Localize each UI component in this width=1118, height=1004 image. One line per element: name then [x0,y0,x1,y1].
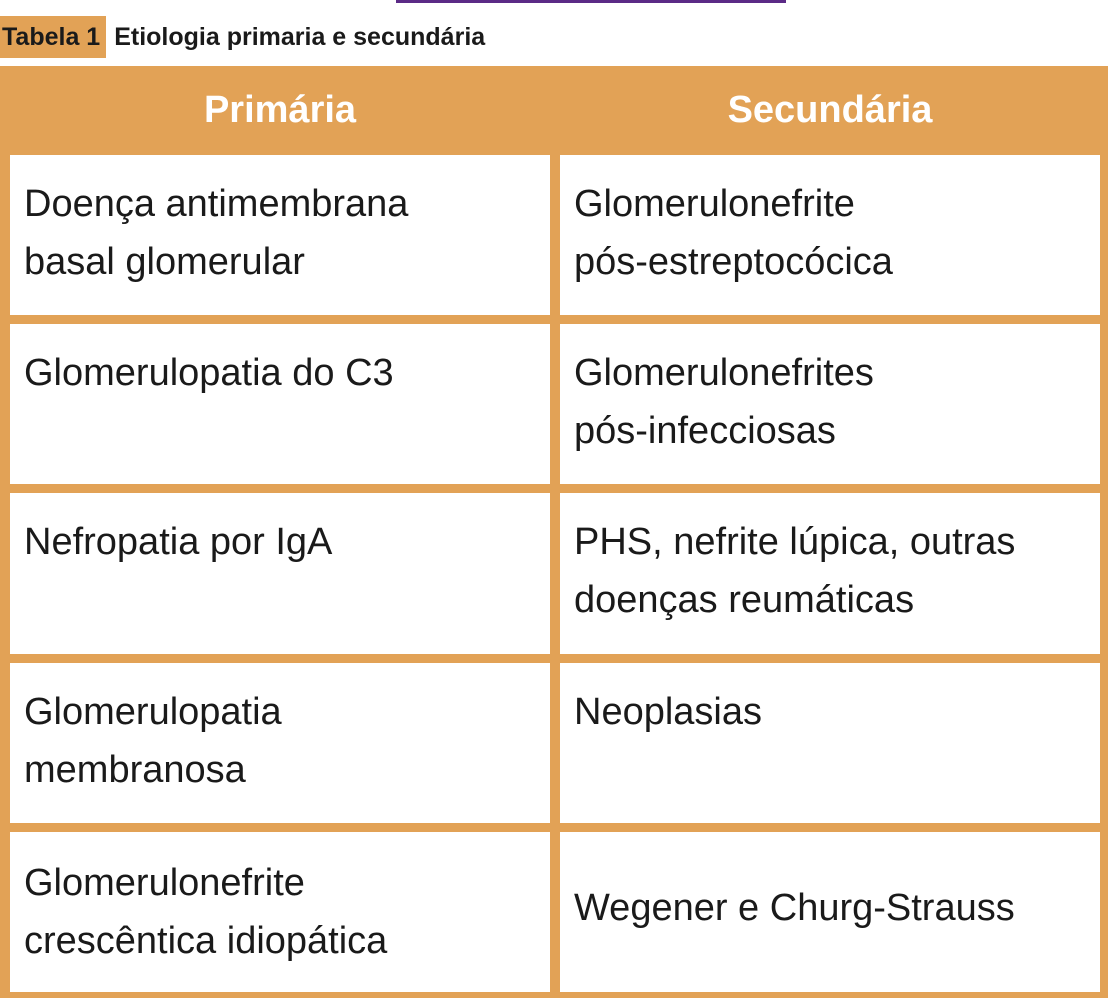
table-row [10,663,1100,823]
cell-secundaria [560,663,1100,823]
table-row [10,832,1100,992]
table-caption [0,16,485,58]
cell-line: Wegener e Churg-Strauss [574,886,1015,929]
table-header-row [10,74,1100,146]
cell-primaria [10,663,550,823]
cell-line: Nefropatia por IgA [24,521,333,564]
cell-line: Glomerulonefrite [24,861,305,904]
header-secundaria: Secundária [727,88,933,131]
cell-primaria [10,324,550,484]
cell-line: doenças reumáticas [574,579,915,622]
table-number-label: Tabela 1 [0,16,106,58]
cell-line: crescêntica idiopática [24,919,388,962]
cell-line: Doença antimembrana [24,183,409,225]
cell-primaria [10,493,550,653]
etiology-table-container [0,66,1108,998]
table-row [10,324,1100,484]
cell-secundaria [560,324,1100,484]
etiology-table [0,65,1110,1001]
table-row [10,155,1100,315]
cell-secundaria [560,493,1100,653]
header-primaria: Primária [203,88,357,131]
cell-line: membranosa [24,748,246,791]
cell-primaria [10,832,550,992]
cell-line: pós-infecciosas [574,410,836,453]
cell-line: Glomerulopatia do C3 [24,352,394,395]
cell-line: Glomerulonefrites [574,352,874,395]
cell-line: pós-estreptocócica [574,241,893,283]
cell-line: Neoplasias [574,690,762,733]
cell-line: Glomerulopatia [24,690,282,733]
cell-line: Glomerulonefrite [574,183,855,225]
cell-line: PHS, nefrite lúpica, outras [574,521,1016,564]
table-row [10,493,1100,653]
cell-secundaria [560,832,1100,992]
cell-primaria [10,155,550,315]
table-title: Etiologia primaria e secundária [114,23,486,51]
cell-line: basal glomerular [24,241,305,283]
top-divider-line [396,0,786,3]
cell-secundaria [560,155,1100,315]
